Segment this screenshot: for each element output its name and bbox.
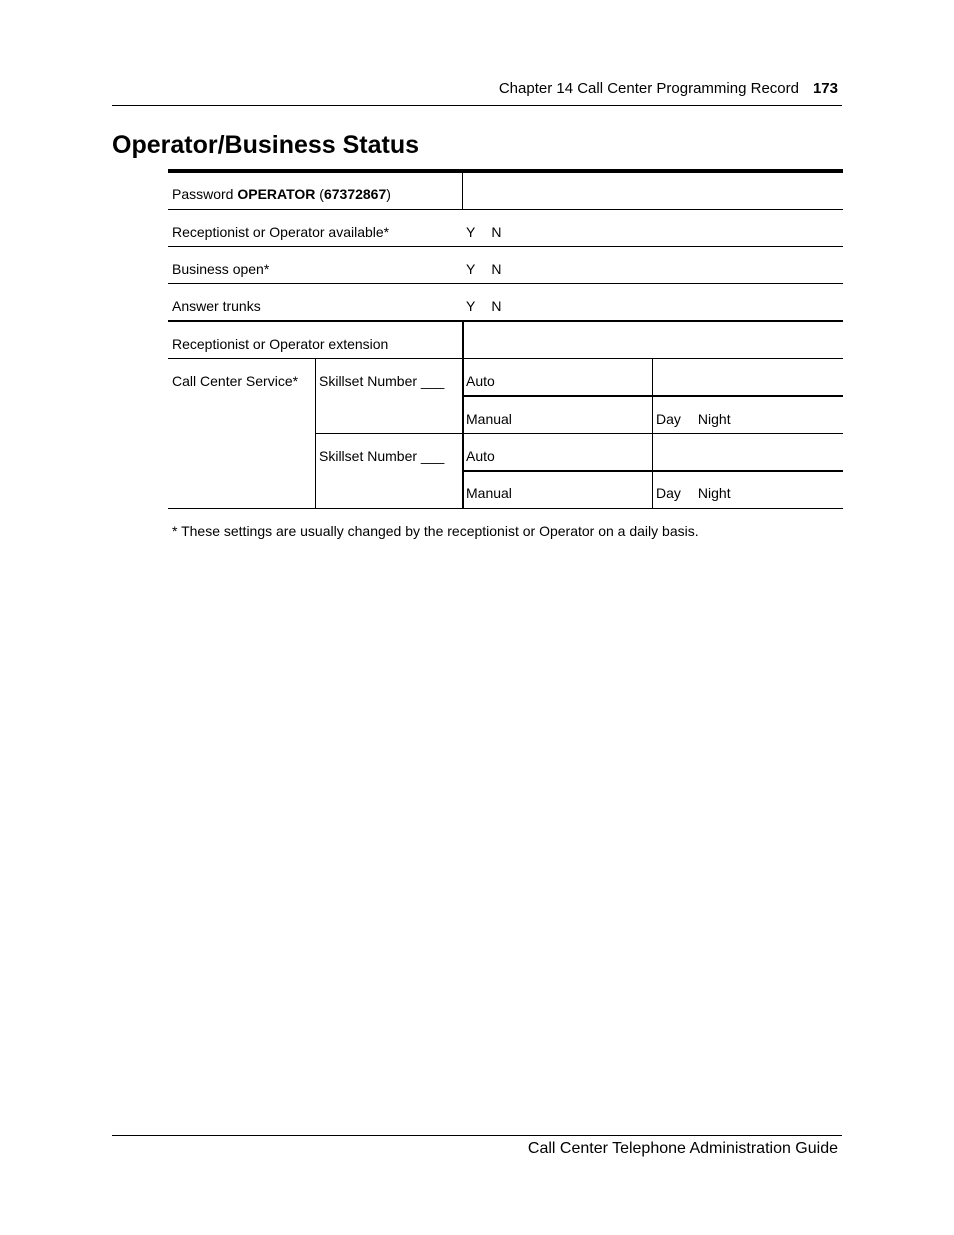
footer-title: Call Center Telephone Administration Guide	[527, 1140, 838, 1157]
table-divider	[652, 358, 653, 508]
manual-option[interactable]: Manual	[466, 411, 512, 427]
night-option[interactable]: Night	[697, 485, 731, 501]
table-rule	[168, 246, 843, 247]
table-bottom-rule	[168, 508, 843, 509]
day-night-choice[interactable]	[656, 485, 731, 501]
table-rule	[168, 209, 843, 210]
table-divider	[462, 173, 463, 209]
password-name: OPERATOR	[237, 186, 316, 202]
business-open-label: Business open*	[172, 261, 270, 277]
password-code: 67372867	[323, 186, 387, 202]
table-rule	[168, 320, 843, 322]
extension-label: Receptionist or Operator extension	[172, 336, 389, 352]
page-header	[112, 78, 842, 106]
page-footer	[112, 1135, 842, 1157]
no-option[interactable]: N	[491, 298, 502, 314]
day-option[interactable]: Day	[656, 411, 681, 427]
footnote: * These settings are usually changed by the receptionist or Operator on a daily basis.	[172, 523, 699, 539]
table-rule	[168, 358, 843, 359]
no-option[interactable]: N	[491, 224, 502, 240]
table-rule	[463, 395, 843, 397]
skillset-number-label: Skillset Number ___	[319, 448, 445, 464]
table-rule	[463, 470, 843, 472]
table-rule	[316, 433, 843, 434]
auto-option[interactable]: Auto	[466, 448, 495, 464]
operator-available-choice[interactable]	[466, 224, 501, 240]
manual-option[interactable]: Manual	[466, 485, 512, 501]
yes-option[interactable]: Y	[466, 261, 476, 277]
operator-available-label: Receptionist or Operator available*	[172, 224, 390, 240]
yes-option[interactable]: Y	[466, 298, 476, 314]
day-option[interactable]: Day	[656, 485, 681, 501]
table-divider	[462, 322, 464, 508]
page-title: Operator/Business Status	[112, 131, 420, 159]
yes-option[interactable]: Y	[466, 224, 476, 240]
auto-option[interactable]: Auto	[466, 373, 495, 389]
night-option[interactable]: Night	[697, 411, 731, 427]
business-open-choice[interactable]	[466, 261, 501, 277]
chapter-title: Chapter 14 Call Center Programming Record	[498, 80, 799, 97]
header-text	[499, 80, 838, 97]
skillset-number-label: Skillset Number ___	[319, 373, 445, 389]
call-center-service-label: Call Center Service*	[172, 373, 299, 389]
answer-trunks-choice[interactable]	[466, 298, 501, 314]
table-rule	[168, 283, 843, 284]
no-option[interactable]: N	[491, 261, 502, 277]
page-number: 173	[812, 80, 838, 97]
password-label: Password OPERATOR (67372867)	[172, 186, 391, 202]
table-divider	[315, 358, 316, 508]
table-top-rule	[168, 169, 843, 173]
answer-trunks-label: Answer trunks	[172, 298, 261, 314]
day-night-choice[interactable]	[656, 411, 731, 427]
